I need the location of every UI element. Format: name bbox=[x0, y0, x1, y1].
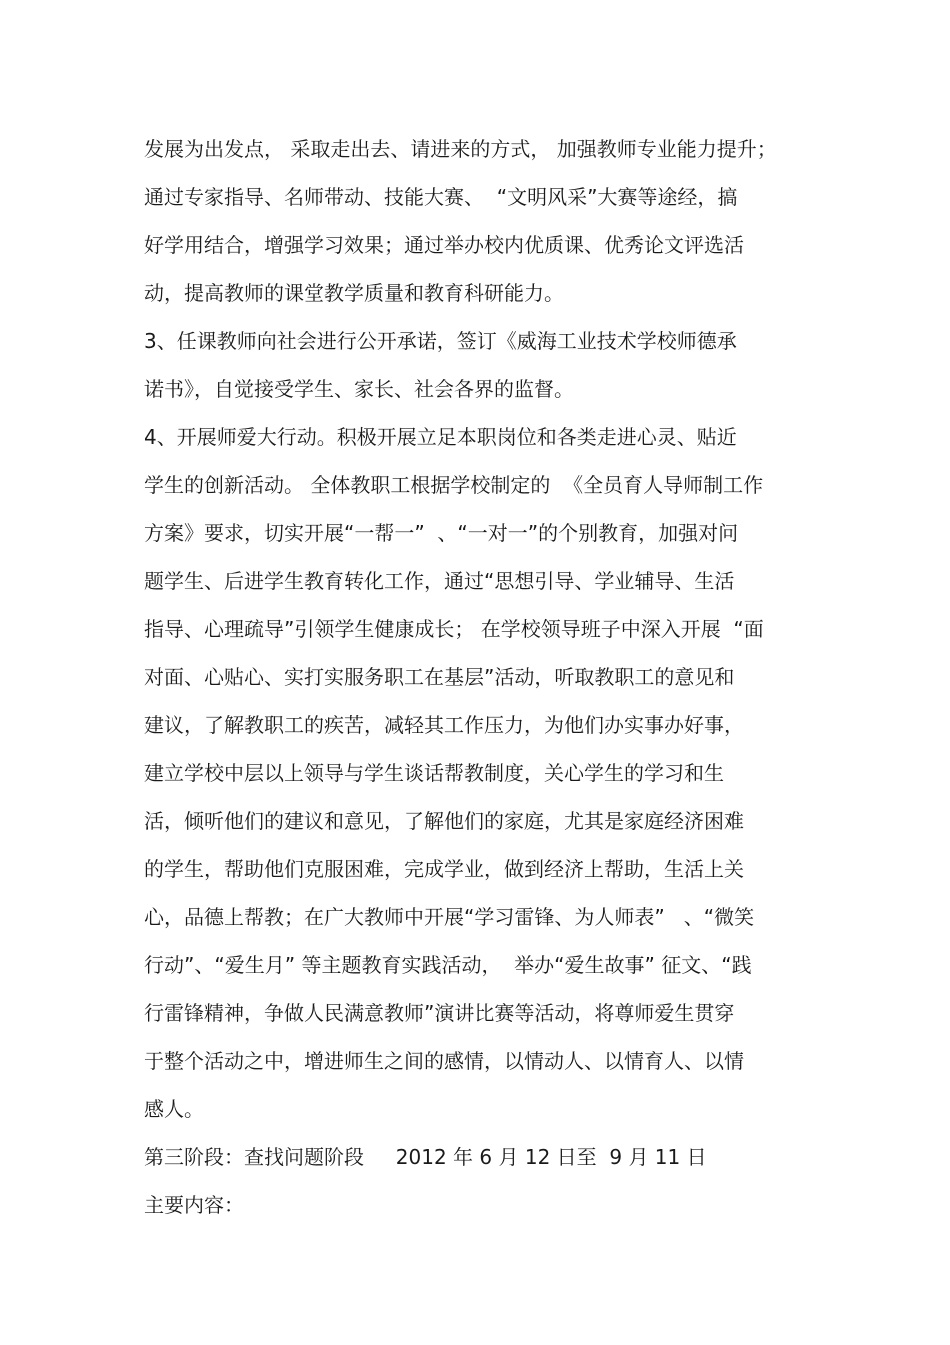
text-line-16: 的学生，帮助他们克服困难，完成学业，做到经济上帮助，生活上关 bbox=[144, 857, 744, 881]
text-line-11: 指导、心理疏导”引领学生健康成长； 在学校领导班子中深入开展 “面 bbox=[144, 617, 764, 641]
text-line-10: 题学生、后进学生教育转化工作，通过“思想引导、学业辅导、生活 bbox=[144, 569, 735, 593]
text-line-5: 3、任课教师向社会进行公开承诺，签订《威海工业技术学校师德承 bbox=[144, 329, 737, 353]
text-line-9: 方案》要求，切实开展“一帮一” 、“一对一”的个别教育，加强对问 bbox=[144, 521, 739, 545]
text-line-12: 对面、心贴心、实打实服务职工在基层”活动，听取教职工的意见和 bbox=[144, 665, 735, 689]
text-line-1: 发展为出发点， 采取走出去、请进来的方式， 加强教师专业能力提升； bbox=[144, 137, 777, 161]
text-line-7: 4、开展师爱大行动。积极开展立足本职岗位和各类走进心灵、贴近 bbox=[144, 425, 737, 449]
text-line-13: 建议，了解教职工的疾苦，减轻其工作压力，为他们办实事办好事， bbox=[144, 713, 744, 737]
text-line-20: 于整个活动之中，增进师生之间的感情，以情动人、以情育人、以情 bbox=[144, 1049, 744, 1073]
text-line-17: 心，品德上帮教；在广大教师中开展“学习雷锋、为人师表” 、“微笑 bbox=[144, 905, 755, 929]
text-line-6: 诺书》，自觉接受学生、家长、社会各界的监督。 bbox=[144, 377, 574, 401]
text-line-14: 建立学校中层以上领导与学生谈话帮教制度，关心学生的学习和生 bbox=[144, 761, 724, 785]
section-heading-stage-three: 第三阶段：查找问题阶段 2012 年 6 月 12 日至 9 月 11 日 bbox=[144, 1145, 707, 1169]
main-content-label: 主要内容： bbox=[144, 1193, 244, 1217]
text-line-3: 好学用结合，增强学习效果；通过举办校内优质课、优秀论文评选活 bbox=[144, 233, 744, 257]
text-line-8: 学生的创新活动。 全体教职工根据学校制定的 《全员育人导师制工作 bbox=[144, 473, 764, 497]
text-line-18: 行动”、“爱生月” 等主题教育实践活动， 举办“爱生故事” 征文、“践 bbox=[144, 953, 752, 977]
text-line-19: 行雷锋精神，争做人民满意教师”演讲比赛等活动，将尊师爱生贯穿 bbox=[144, 1001, 735, 1025]
text-line-4: 动，提高教师的课堂教学质量和教育科研能力。 bbox=[144, 281, 564, 305]
text-line-15: 活，倾听他们的建议和意见，了解他们的家庭，尤其是家庭经济困难 bbox=[144, 809, 744, 833]
text-line-21: 感人。 bbox=[144, 1097, 204, 1121]
text-line-2: 通过专家指导、名师带动、技能大赛、 “文明风采”大赛等途经，搞 bbox=[144, 185, 738, 209]
